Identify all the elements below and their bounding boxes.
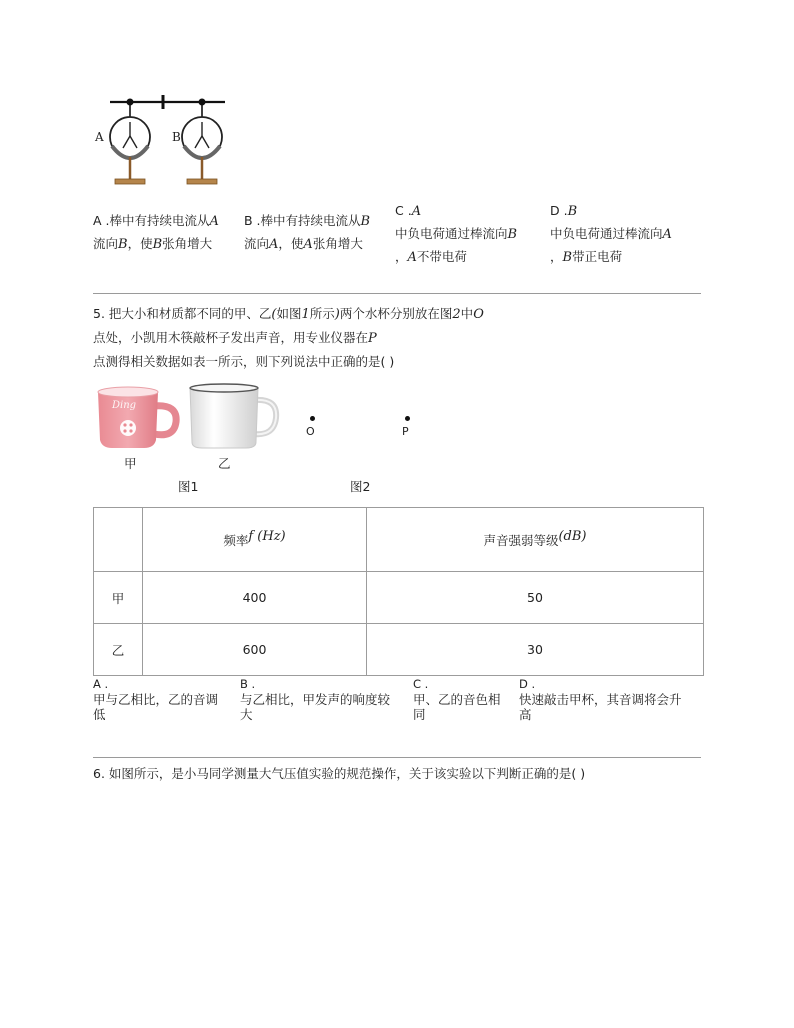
q5-option-b[interactable]: B . 与乙相比，甲发声的响度较 大 [240, 677, 391, 722]
pink-cup-text: Ding [112, 400, 137, 411]
q4-option-a[interactable]: A .棒中有持续电流从A 流向B，使B张角增大 [93, 213, 219, 252]
table-row: 乙 600 30 [94, 624, 704, 676]
table-row: 甲 400 50 [94, 572, 704, 624]
point-p-dot [405, 416, 410, 421]
divider-q5-q6 [93, 757, 701, 758]
table-header-frequency: 频率f (Hz) [143, 508, 367, 572]
sound-data-table [93, 507, 704, 676]
q4-option-b[interactable]: B .棒中有持续电流从B 流向A，使A张角增大 [244, 213, 371, 252]
table-header-decibel: 声音强弱等级(dB) [367, 508, 704, 572]
cup-label-yi: 乙 [218, 456, 231, 471]
table-header-blank [94, 508, 143, 572]
cup-label-jia: 甲 [124, 456, 137, 471]
electroscope-label-b: B [172, 130, 181, 144]
q5-option-d[interactable]: D . 快速敲击甲杯，其音调将会升 高 [519, 677, 682, 722]
q5-option-c[interactable]: C . 甲、乙的音色相 同 [413, 677, 501, 722]
q4-option-d[interactable]: D .B 中负电荷通过棒流向A ，B带正电荷 [550, 203, 672, 265]
q5-stem-line-3: 点测得相关数据如表一所示，则下列说法中正确的是( ) [93, 354, 395, 369]
q6-stem: 6. 如图所示，是小马同学测量大气压值实验的规范操作，关于该实验以下判断正确的是( ) [93, 766, 586, 781]
table-header-row [94, 508, 704, 572]
q5-stem [93, 302, 703, 373]
q5-option-a[interactable]: A . 甲与乙相比，乙的音调 低 [93, 677, 219, 722]
point-o-label: O [306, 425, 315, 438]
figure-1-caption: 图1 [178, 479, 199, 494]
pink-cup-image [94, 384, 180, 450]
white-cup-image [186, 382, 280, 450]
q5-stem-line-1: 5. 把大小和材质都不同的甲、乙(如图1所示)两个水杯分别放在图2中O [93, 306, 484, 322]
point-o-dot [310, 416, 315, 421]
figure-2-caption: 图2 [350, 479, 371, 494]
electroscope-label-a: A [95, 130, 104, 144]
point-p-label: P [402, 425, 409, 438]
q5-stem-line-2: 点处，小凯用木筷敲杯子发出声音，用专业仪器在P [93, 330, 377, 346]
divider-q4-q5 [93, 293, 701, 294]
q4-option-c[interactable]: C .A 中负电荷通过棒流向B ，A不带电荷 [395, 203, 518, 265]
electroscope-figure [90, 92, 230, 192]
